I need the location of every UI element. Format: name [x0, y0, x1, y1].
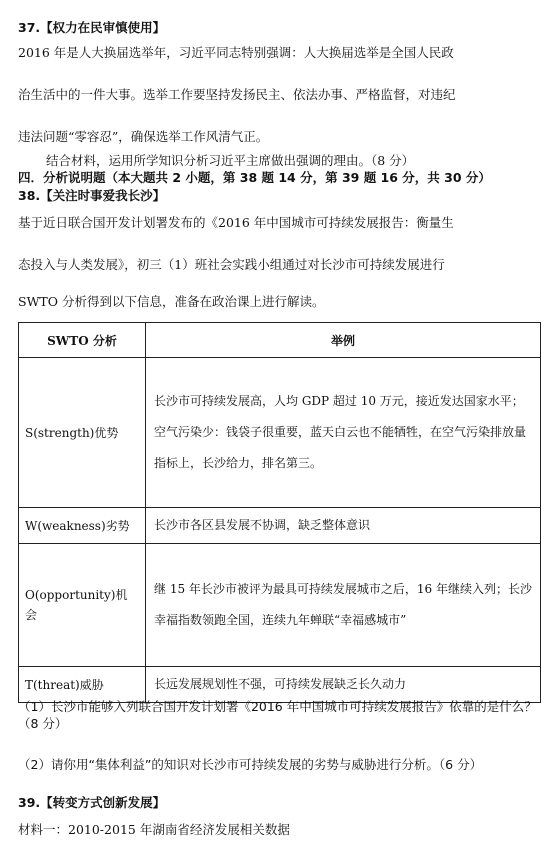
swto-threat-example: 长远发展规划性不强，可持续发展缺乏长久动力: [146, 667, 541, 703]
swto-header-item: SWTO 分析: [19, 323, 146, 358]
q38-material-line-1: 基于近日联合国开发计划署发布的《2016 年中国城市可持续发展报告：衡量生: [18, 215, 454, 230]
swto-weakness-label: W(weakness)劣势: [19, 508, 146, 544]
q38-subquestion-1: （1）长沙市能够入列联合国开发计划署《2016 年中国城市可持续发展报告》依靠的是什么？（8 分）: [18, 699, 537, 731]
swto-table: [18, 322, 541, 703]
swto-header-example: 举例: [146, 323, 541, 358]
q38-material-line-2: 态投入与人类发展》，初三（1）班社会实践小组通过对长沙市可持续发展进行: [18, 257, 445, 272]
table-row: [19, 358, 541, 508]
q38-title: 38.【关注时事爱我长沙】: [18, 188, 166, 203]
q37-material-line-1: 2016 年是人大换届选举年，习近平同志特别强调：人大换届选举是全国人民政: [18, 45, 454, 60]
q37-material-line-3: 违法问题“零容忍”，确保选举工作风清气正。: [18, 129, 269, 144]
q38-subquestion-2: （2）请你用“集体利益”的知识对长沙市可持续发展的劣势与威胁进行分析。（6 分）: [18, 757, 483, 772]
swto-strength-example: 长沙市可持续发展高，人均 GDP 超过 10 万元，接近发达国家水平；空气污染少：钱袋子很重要，蓝天白云也不能牺牲，在空气污染排放量指标上，长沙给力，排名第三。: [146, 358, 541, 508]
swto-threat-label: T(threat)威胁: [19, 667, 146, 703]
swto-opportunity-example: 继 15 年长沙市被评为最具可持续发展城市之后，16 年继续入列；长沙幸福指数领跑全国，连续九年蝉联“幸福感城市”: [146, 544, 541, 667]
q39-material-1: 材料一：2010-2015 年湖南省经济发展相关数据: [18, 822, 290, 837]
table-row: [19, 544, 541, 667]
q39-title: 39.【转变方式创新发展】: [18, 795, 166, 810]
q37-material-line-2: 治生活中的一件大事。选举工作要坚持发扬民主、依法办事、严格监督，对违纪: [18, 87, 456, 102]
swto-strength-label: S(strength)优势: [19, 358, 146, 508]
section-4-title: 四．分析说明题（本大题共 2 小题，第 38 题 14 分，第 39 题 16 分，共 30 分）: [18, 170, 491, 185]
q38-material-line-3: SWTO 分析得到以下信息，准备在政治课上进行解读。: [18, 294, 325, 309]
swto-weakness-example: 长沙市各区县发展不协调，缺乏整体意识: [146, 508, 541, 544]
table-row: [19, 508, 541, 544]
q37-question: 结合材料，运用所学知识分析习近平主席做出强调的理由。（8 分）: [46, 153, 415, 168]
q37-title: 37.【权力在民审慎使用】: [18, 20, 166, 35]
swto-header-row: [19, 323, 541, 358]
swto-opportunity-label: O(opportunity)机会: [19, 544, 146, 667]
